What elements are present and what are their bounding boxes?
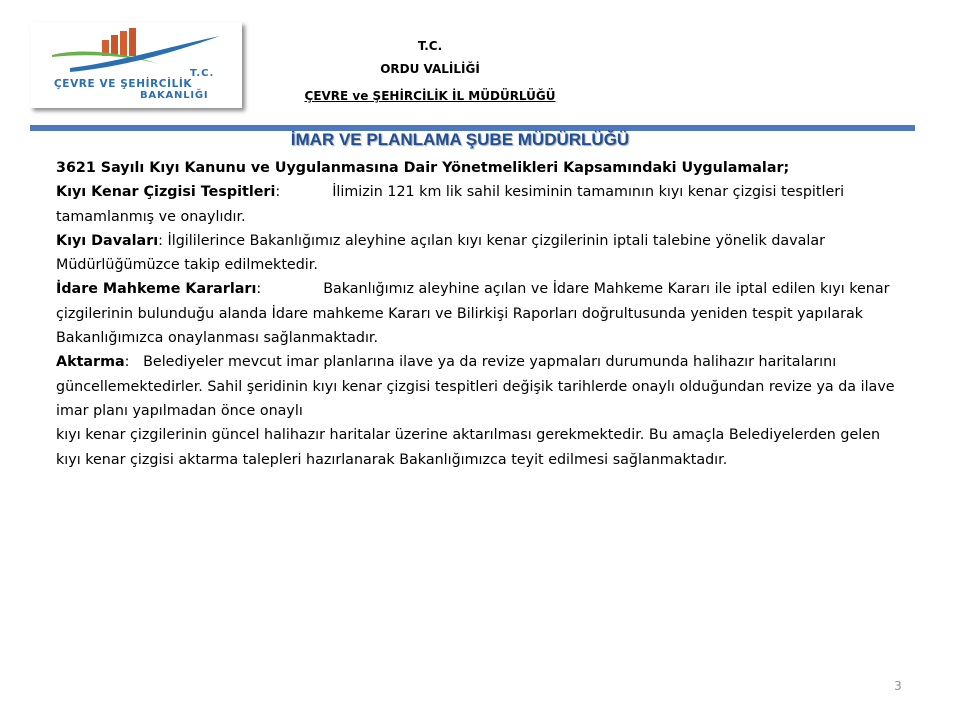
intro-heading: 3621 Sayılı Kıyı Kanunu ve Uygulanmasına Dair Yönetmelikleri Kapsamındaki Uygulamalar; xyxy=(56,160,790,176)
paragraph-text: İlimizin 121 km lik sahil kesiminin tamamının kıyı kenar çizgisi tespitleri tamamlanmış ve onaylıdır. xyxy=(56,184,845,225)
paragraph-kiyi-kenar: Kıyı Kenar Çizgisi Tespitleri: İlimizin 121 km lik sahil kesiminin tamamının kıyı kenar çizgisi tespitleri tamamlanmış ve onaylıdır. xyxy=(56,184,845,225)
paragraph-label: İdare Mahkeme Kararları xyxy=(56,281,257,298)
paragraph-label: Kıyı Davaları xyxy=(56,232,159,249)
paragraph-text: İlgililerince Bakanlığımız aleyhine açılan kıyı kenar çizgilerinin iptali talebine yönelik davalar Müdürlüğümüzce takip edilmektedir. xyxy=(56,232,825,274)
logo-ministry-sub: BAKANLIĞI xyxy=(140,90,209,101)
paragraph-aktarma: Aktarma: Belediyeler mevcut imar planlarına ilave ya da revize yapmaları durumunda halihazır haritalarını güncellemektedirler. Sahil şeridinin kıyı kenar çizgisi tespitleri değişik tarihlerde onaylı olduğundan revize ya da ilave imar planı yapılmadan önce onaylı xyxy=(56,354,895,419)
paragraph-label: Kıyı Kenar Çizgisi Tespitleri xyxy=(56,184,276,201)
header-tc: T.C. xyxy=(417,39,443,53)
logo-bar-3 xyxy=(120,31,127,56)
logo-bar-4 xyxy=(129,28,136,56)
header-mudurluk: ÇEVRE ve ŞEHİRCİLİK İL MÜDÜRLÜĞÜ xyxy=(304,89,556,103)
ministry-logo xyxy=(30,22,242,108)
paragraph-label: Aktarma xyxy=(56,354,125,371)
paragraph-text: Belediyeler mevcut imar planlarına ilave ya da revize yapmaları durumunda halihazır haritalarını güncellemektedirler. Sahil şeridinin kıyı kenar çizgisi tespitleri değişik tarihlerde onaylı olduğundan revize ya da ilave imar planı yapılmadan önce onaylı xyxy=(56,354,895,419)
logo-emblem-icon xyxy=(30,22,242,108)
section-title: İMAR VE PLANLAMA ŞUBE MÜDÜRLÜĞÜ xyxy=(290,130,630,149)
paragraph-kiyi-davalari: Kıyı Davaları: İlgililerince Bakanlığımız aleyhine açılan kıyı kenar çizgilerinin iptali talebine yönelik davalar Müdürlüğümüzce takip edilmektedir. xyxy=(56,232,825,274)
header-valilik: ORDU VALİLİĞİ xyxy=(380,62,480,76)
slide-body xyxy=(56,156,906,472)
logo-bar-2 xyxy=(111,35,118,56)
paragraph-text: Bakanlığımız aleyhine açılan ve İdare Mahkeme Kararı ile iptal edilen kıyı kenar çizgilerinin bulunduğu alanda İdare mahkeme Kararı ve Bilirkişi Raporları doğrultusunda yeniden tespit yapılarak Bakanlığımızca onaylanması sağlanmaktadır. xyxy=(56,281,890,347)
page-number: 3 xyxy=(894,679,902,693)
paragraph-aktarma-continued: kıyı kenar çizgilerinin güncel halihazır haritalar üzerine aktarılması gerekmektedir. Bu amaçla Belediyelerden gelen kıyı kenar çizgisi aktarma talepleri hazırlanarak Bakanlığımızca teyit edilmesi sağlanmaktadır. xyxy=(56,427,881,468)
logo-ministry-name: ÇEVRE VE ŞEHİRCİLİK xyxy=(54,78,193,90)
paragraph-idare-mahkeme: İdare Mahkeme Kararları: Bakanlığımız aleyhine açılan ve İdare Mahkeme Kararı ile iptal edilen kıyı kenar çizgilerinin bulunduğu alanda İdare mahkeme Kararı ve Bilirkişi Raporları doğrultusunda yeniden tespit yapılarak Bakanlığımızca onaylanması sağlanmaktadır. xyxy=(56,281,890,347)
logo-tc-text: T.C. xyxy=(190,68,215,79)
